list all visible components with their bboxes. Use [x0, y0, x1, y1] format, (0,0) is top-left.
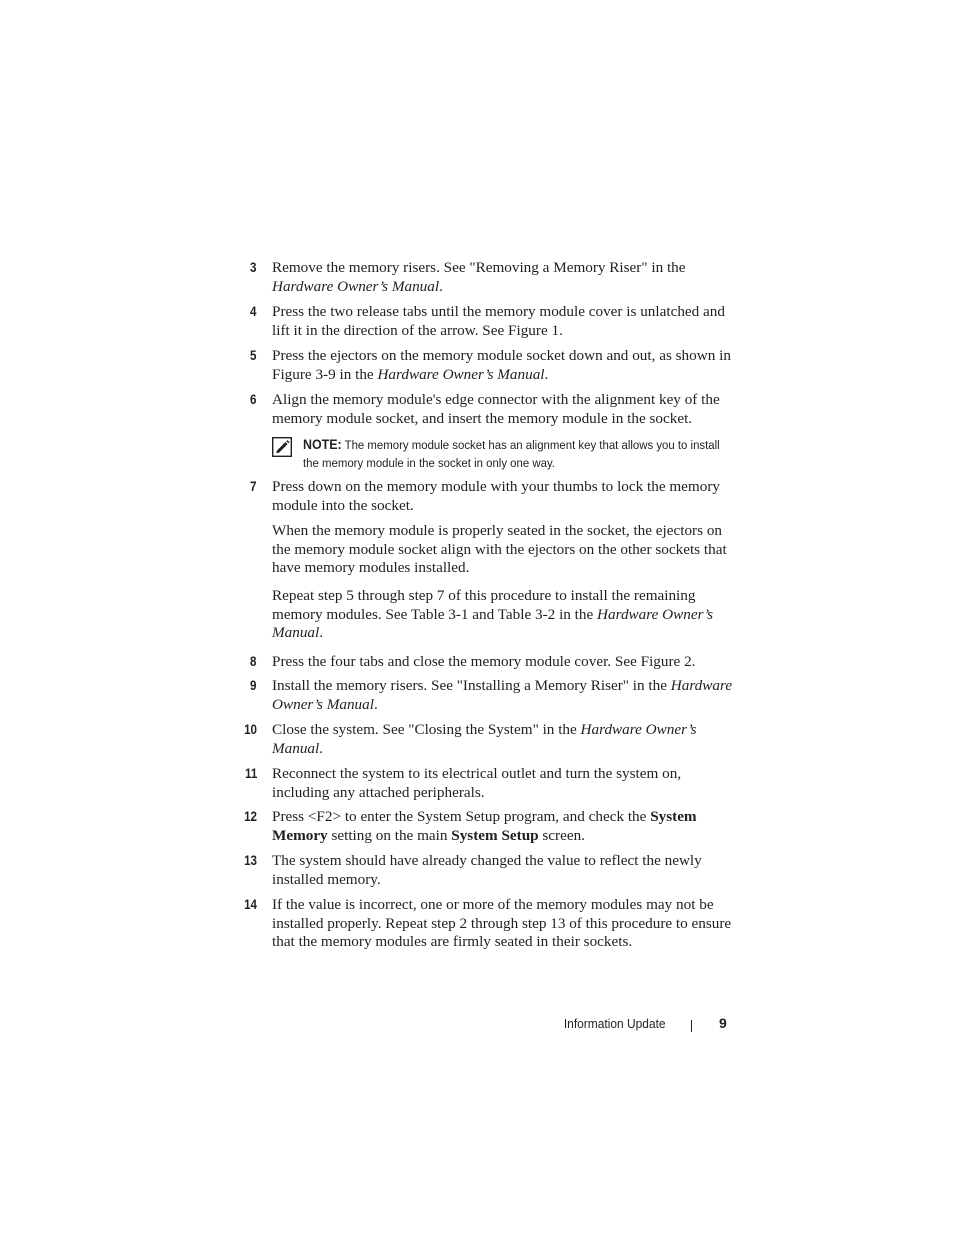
step-number: 12	[244, 809, 257, 824]
step-number: 5	[250, 348, 257, 363]
step-number: 3	[250, 260, 257, 275]
pencil-note-icon	[272, 437, 292, 457]
step-number: 6	[250, 392, 257, 407]
step-text: Align the memory module's edge connector with the alignment key of the memory module socket, and insert the memory module in the socket.	[272, 391, 720, 427]
step-7-repeat-paragraph: Repeat step 5 through step 7 of this procedure to install the remaining memory modules. See Table 3-1 and Table 3-2 in the Hardware Owner’s Manual.	[272, 587, 714, 642]
note-text: NOTE: The memory module socket has an alignment key that allows you to install the memory module in the socket in only one way.	[303, 437, 720, 470]
step-number: 8	[250, 654, 257, 669]
step-text: Press the ejectors on the memory module socket down and out, as shown in Figure 3-9 in the Hardware Owner’s Manual.	[272, 347, 731, 383]
step-text: Press the two release tabs until the memory module cover is unlatched and lift it in the direction of the arrow. See Figure 1.	[272, 303, 725, 339]
step-7-result-paragraph: When the memory module is properly seated in the socket, the ejectors on the memory module socket align with the ejectors on the other sockets that have memory modules installed.	[272, 522, 727, 577]
step-text: The system should have already changed the value to reflect the newly installed memory.	[272, 852, 702, 888]
footer-divider	[691, 1020, 692, 1032]
step-text: Press down on the memory module with your thumbs to lock the memory module into the socket.	[272, 478, 720, 514]
step-number: 14	[244, 897, 257, 912]
step-text: Close the system. See "Closing the System" in the Hardware Owner’s Manual.	[272, 721, 697, 757]
page-footer	[0, 1015, 954, 1035]
footer-title: Information Update	[564, 1016, 666, 1031]
page-number: 9	[719, 1015, 727, 1031]
step-number: 10	[244, 722, 257, 737]
step-text: Press <F2> to enter the System Setup program, and check the System Memory setting on the main System Setup screen.	[272, 808, 697, 844]
step-text: Reconnect the system to its electrical outlet and turn the system on, including any attached peripherals.	[272, 765, 682, 801]
step-number: 13	[244, 853, 257, 868]
step-text: Remove the memory risers. See "Removing a Memory Riser" in the Hardware Owner’s Manual.	[272, 259, 686, 295]
step-number: 11	[244, 766, 257, 781]
note-label: NOTE:	[303, 437, 342, 452]
step-number: 7	[250, 479, 257, 494]
step-text: Install the memory risers. See "Installing a Memory Riser" in the Hardware Owner’s Manual.	[272, 677, 733, 713]
step-number: 9	[250, 678, 257, 693]
step-number: 4	[250, 304, 257, 319]
step-text: Press the four tabs and close the memory module cover. See Figure 2.	[272, 653, 696, 670]
step-text: If the value is incorrect, one or more of the memory modules may not be installed properly. Repeat step 2 through step 13 of this procedure to ensure that the memory modules are firmly seated in their sockets.	[272, 896, 732, 951]
